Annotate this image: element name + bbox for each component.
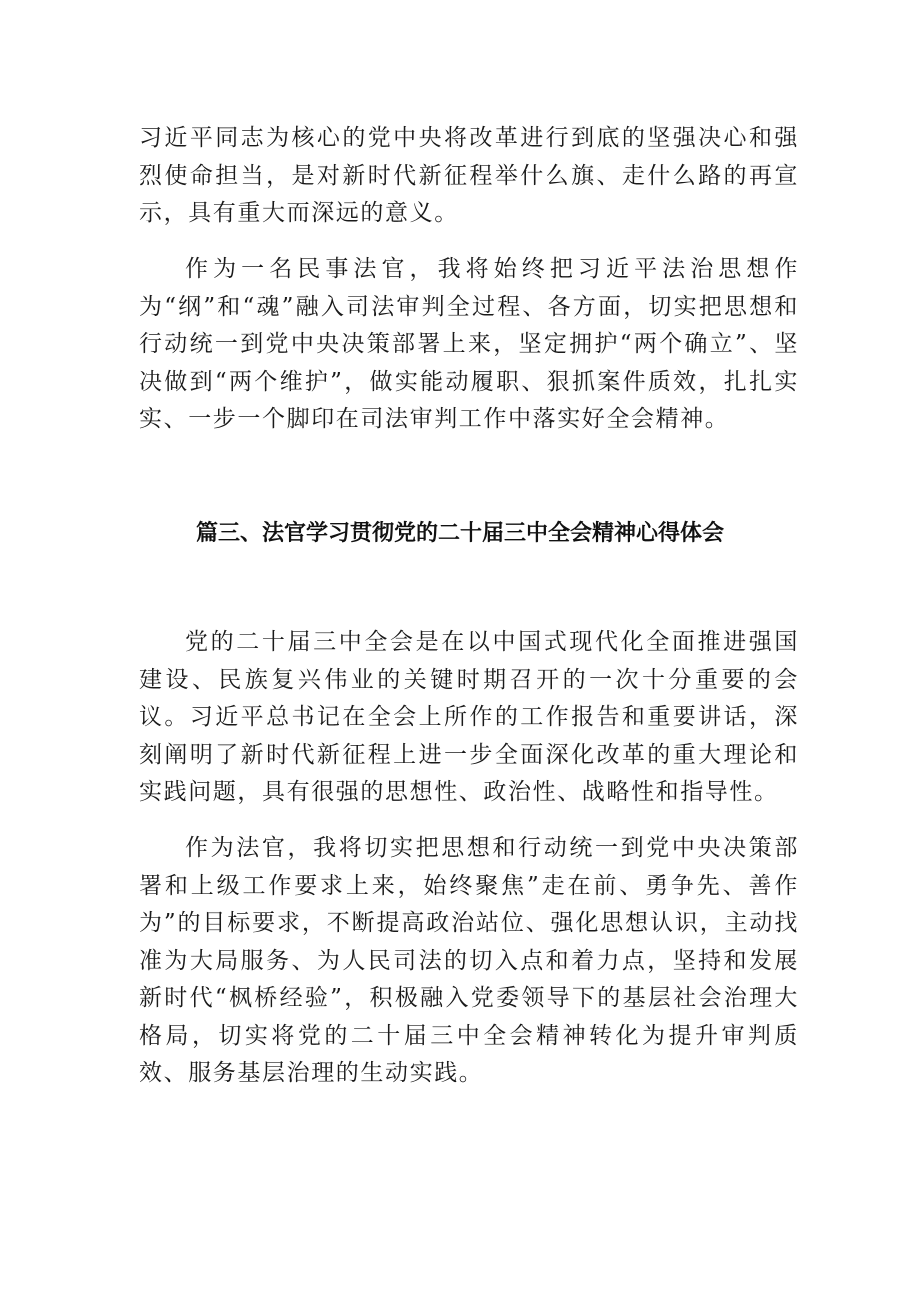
paragraph-third-plenum: 党的二十届三中全会是在以中国式现代化全面推进强国建设、民族复兴伟业的关键时期召开的一次十分重要的会议。习近平总书记在全会上所作的工作报告和重要讲话，深刻阐明了新时代新征程上进一步全面深化改革的重大理论和实践问题，具有很强的思想性、政治性、战略性和指导性。 [139,629,799,805]
paragraph-judge-action: 作为法官，我将切实把思想和行动统一到党中央决策部署和上级工作要求上来，始终聚焦”走在前、勇争先、善作为”的目标要求，不断提高政治站位、强化思想认识，主动找准为大局服务、为人民司法的切入点和着力点，坚持和发展新时代“枫桥经验”，积极融入党委领导下的基层社会治理大格局，切实将党的二十届三中全会精神转化为提升审判质效、服务基层治理的生动实践。 [139,835,799,1086]
paragraph-continued: 习近平同志为核心的党中央将改革进行到底的坚强决心和强烈使命担当，是对新时代新征程举什么旗、走什么路的再宣示，具有重大而深远的意义。 [139,125,799,226]
paragraph-civil-judge: 作为一名民事法官，我将始终把习近平法治思想作为“纲”和“魂”融入司法审判全过程、各方面，切实把思想和行动统一到党中央决策部署上来，坚定拥护“两个确立”、坚决做到“两个维护”，做实能动履职、狠抓案件质效，扎扎实实、一步一个脚印在司法审判工作中落实好全会精神。 [139,256,799,432]
section-title: 篇三、法官学习贯彻党的二十届三中全会精神心得体会 [195,521,724,546]
